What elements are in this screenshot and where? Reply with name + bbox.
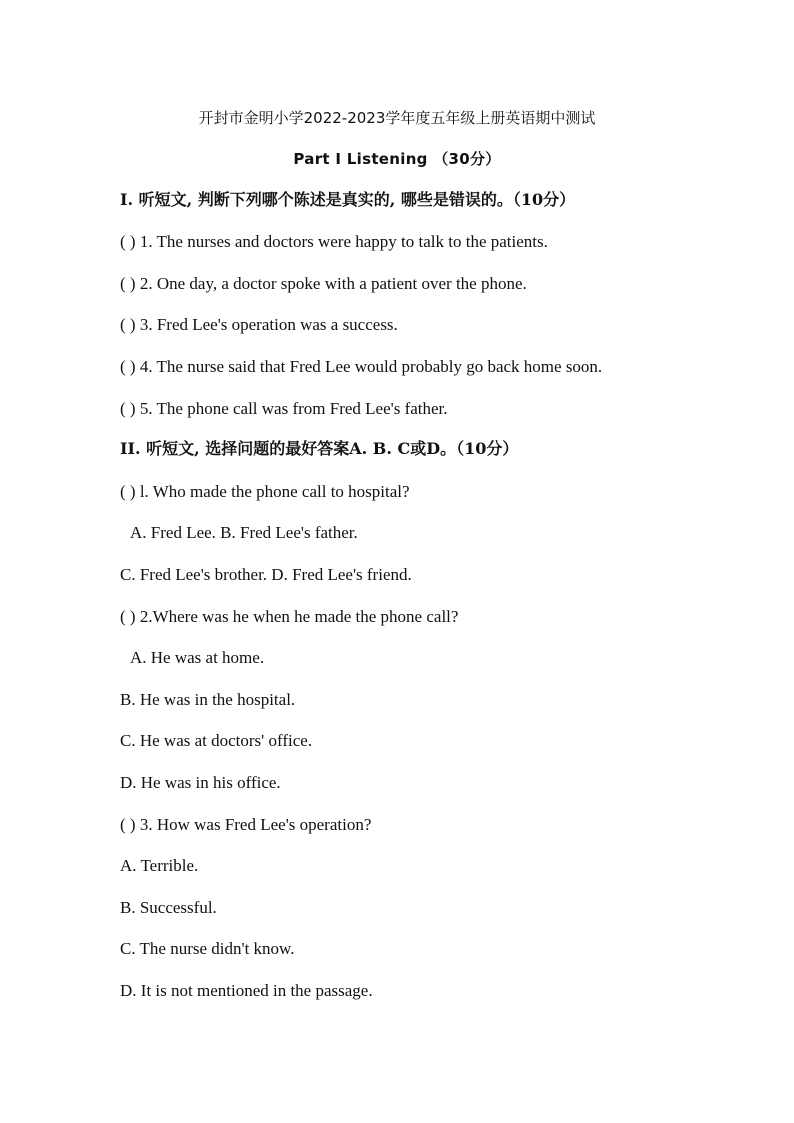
mc-question-1: ( ) l. Who made the phone call to hospital?	[120, 482, 410, 501]
mc-question-2: ( ) 2.Where was he when he made the phone call?	[120, 607, 459, 626]
tf-item-2: ( ) 2. One day, a doctor spoke with a patient over the phone.	[120, 274, 527, 293]
mc-q3-option-d: D. It is not mentioned in the passage.	[120, 981, 373, 1000]
mc-question-3: ( ) 3. How was Fred Lee's operation?	[120, 815, 372, 834]
tf-item-4: ( ) 4. The nurse said that Fred Lee would probably go back home soon.	[120, 357, 603, 376]
tf-item-3: ( ) 3. Fred Lee's operation was a success.	[120, 315, 398, 334]
part-heading: Part I Listening （30分）	[293, 150, 501, 168]
mc-q2-option-d: D. He was in his office.	[120, 773, 281, 792]
mc-q2-option-a: A. He was at home.	[130, 648, 265, 667]
tf-item-5: ( ) 5. The phone call was from Fred Lee's father.	[120, 399, 448, 418]
mc-q2-option-c: C. He was at doctors' office.	[120, 731, 313, 750]
tf-item-1: ( ) 1. The nurses and doctors were happy to talk to the patients.	[120, 232, 548, 251]
section-1-heading: I. 听短文, 判断下列哪个陈述是真实的, 哪些是错误的。（10分）	[120, 190, 576, 209]
mc-q1-options-line-2: C. Fred Lee's brother. D. Fred Lee's friend.	[120, 565, 412, 584]
exam-title: 开封市金明小学2022-2023学年度五年级上册英语期中测试	[198, 109, 596, 127]
mc-q3-option-b: B. Successful.	[120, 898, 217, 917]
mc-q1-options-line-1: A. Fred Lee. B. Fred Lee's father.	[130, 523, 358, 542]
mc-q3-option-a: A. Terrible.	[120, 856, 199, 875]
section-2-heading: II. 听短文, 选择问题的最好答案A. B. C或D。（10分）	[120, 439, 519, 458]
mc-q2-option-b: B. He was in the hospital.	[120, 690, 296, 709]
mc-q3-option-c: C. The nurse didn't know.	[120, 939, 295, 958]
